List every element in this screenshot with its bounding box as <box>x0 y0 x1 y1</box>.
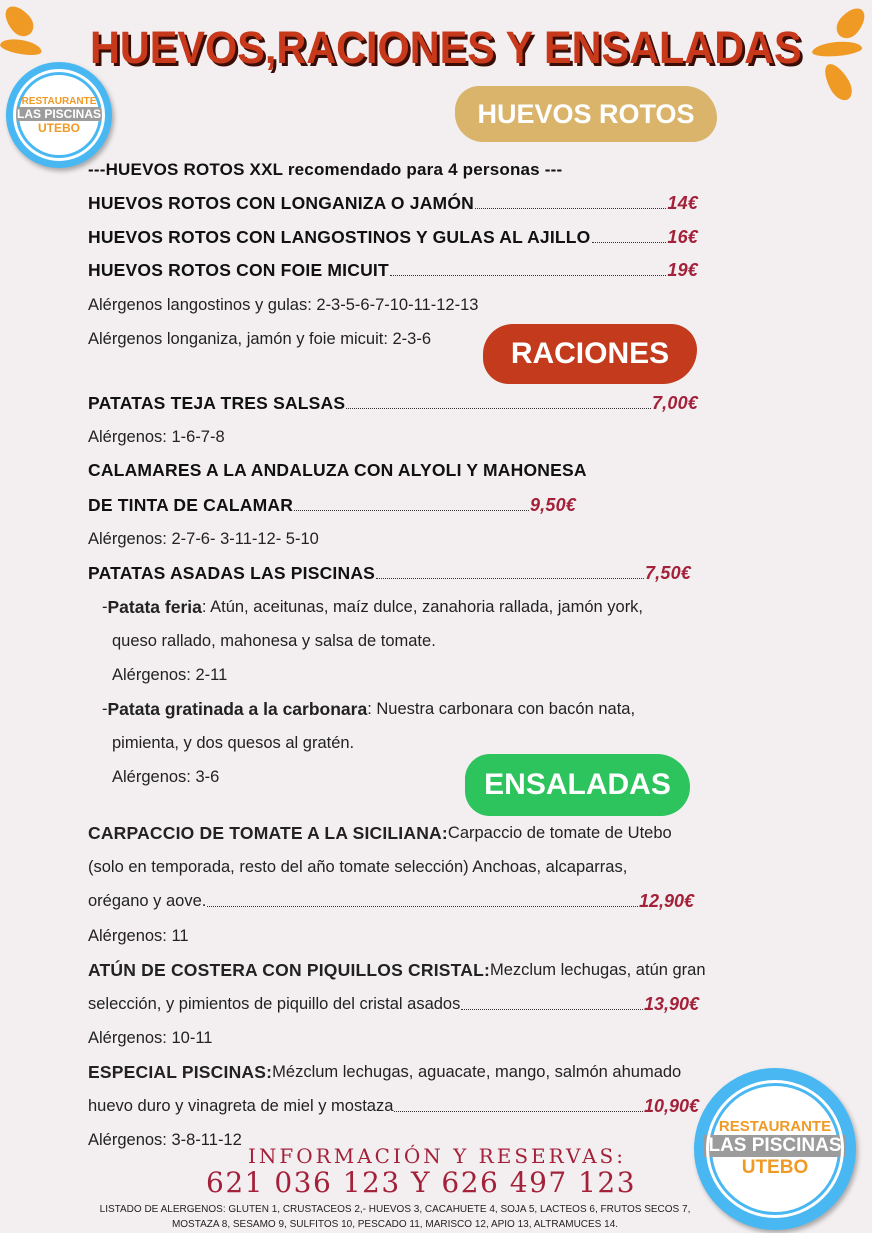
allergens-text: Alérgenos: 3-6 <box>112 768 220 786</box>
menu-item: DE TINTA DE CALAMAR 9,50€ <box>88 495 576 515</box>
page-title: HUEVOS,RACIONES Y ENSALADAS <box>90 22 802 73</box>
allergen-legend: MOSTAZA 8, SESAMO 9, SULFITOS 10, PESCADO 11, MARISCO 12, APIO 13, ALTRAMUCES 14. <box>171 1219 619 1230</box>
menu-item: HUEVOS ROTOS CON LANGOSTINOS Y GULAS AL AJILLO 16€ <box>88 227 698 247</box>
menu-item-price-line: huevo duro y vinagreta de miel y mostaza 10,90€ <box>88 1096 699 1116</box>
allergens-text: Alérgenos: 2-7-6- 3-11-12- 5-10 <box>88 530 319 548</box>
logo-text: LAS PISCINAS <box>704 1135 846 1157</box>
menu-item-name: CALAMARES A LA ANDALUZA CON ALYOLI Y MAHONESA <box>88 460 587 480</box>
sub-item-feria: - Patata feria : Atún, aceitunas, maíz dulce, zanahoria rallada, jamón york, <box>102 597 644 617</box>
restaurant-logo-badge <box>6 62 112 168</box>
sub-item-carbonara: - Patata gratinada a la carbonara : Nuestra carbonara con bacón nata, <box>102 699 636 719</box>
reservations-label: INFORMACIÓN Y RESERVAS: <box>248 1144 626 1168</box>
allergens-text: Alérgenos: 10-11 <box>88 1029 213 1047</box>
logo-text: RESTAURANTE <box>718 1118 832 1136</box>
allergens-text: Alérgenos: 1-6-7-8 <box>88 428 225 446</box>
menu-item: PATATAS ASADAS LAS PISCINAS 7,50€ <box>88 563 691 583</box>
splash-decoration <box>811 40 862 58</box>
section-header-raciones: RACIONES <box>483 324 697 384</box>
menu-item-especial: ESPECIAL PISCINAS: Mézclum lechugas, aguacate, mango, salmón ahumado <box>88 1062 682 1082</box>
logo-text: RESTAURANTE <box>21 95 97 107</box>
menu-item-price-line: selección, y pimientos de piquillo del cristal asados 13,90€ <box>88 994 699 1014</box>
section-header-huevos-rotos: HUEVOS ROTOS <box>455 86 717 142</box>
splash-decoration <box>0 1 38 41</box>
allergens-text: Alérgenos langostinos y gulas: 2-3-5-6-7-10-11-12-13 <box>88 296 479 314</box>
item-description: pimienta, y dos quesos al gratén. <box>112 734 355 752</box>
menu-item: HUEVOS ROTOS CON LONGANIZA O JAMÓN 14€ <box>88 193 698 213</box>
splash-decoration <box>0 36 43 57</box>
splash-decoration <box>832 3 871 43</box>
logo-text: UTEBO <box>741 1157 809 1179</box>
menu-item: PATATAS TEJA TRES SALSAS 7,00€ <box>88 393 698 413</box>
logo-text: UTEBO <box>38 120 80 135</box>
item-description: (solo en temporada, resto del año tomate selección) Anchoas, alcaparras, <box>88 858 628 876</box>
menu-item-atun: ATÚN DE COSTERA CON PIQUILLOS CRISTAL: Mezclum lechugas, atún gran <box>88 960 706 980</box>
menu-item-price-line: orégano y aove. 12,90€ <box>88 891 694 911</box>
item-description: queso rallado, mahonesa y salsa de tomate. <box>112 632 436 650</box>
allergens-text: Alérgenos: 2-11 <box>112 666 228 684</box>
xxl-note: ---HUEVOS ROTOS XXL recomendado para 4 personas --- <box>88 160 563 179</box>
menu-item: HUEVOS ROTOS CON FOIE MICUIT 19€ <box>88 260 698 280</box>
section-header-ensaladas: ENSALADAS <box>465 754 690 816</box>
allergens-text: Alérgenos longaniza, jamón y foie micuit: 2-3-6 <box>88 330 432 348</box>
splash-decoration <box>819 60 856 105</box>
phone-numbers[interactable]: 621 036 123 Y 626 497 123 <box>206 1166 637 1199</box>
menu-item-carpaccio: CARPACCIO DE TOMATE A LA SICILIANA: Carpaccio de tomate de Utebo <box>88 823 672 843</box>
logo-text: LAS PISCINAS <box>14 107 105 121</box>
allergens-text: Alérgenos: 3-8-11-12 <box>88 1131 242 1149</box>
allergens-text: Alérgenos: 11 <box>88 927 189 945</box>
allergen-legend: LISTADO DE ALERGENOS: GLUTEN 1, CRUSTACEOS 2,- HUEVOS 3, CACAHUETE 4, SOJA 5, LACTEOS 6, FRUTOS SECOS 7, <box>99 1204 691 1215</box>
